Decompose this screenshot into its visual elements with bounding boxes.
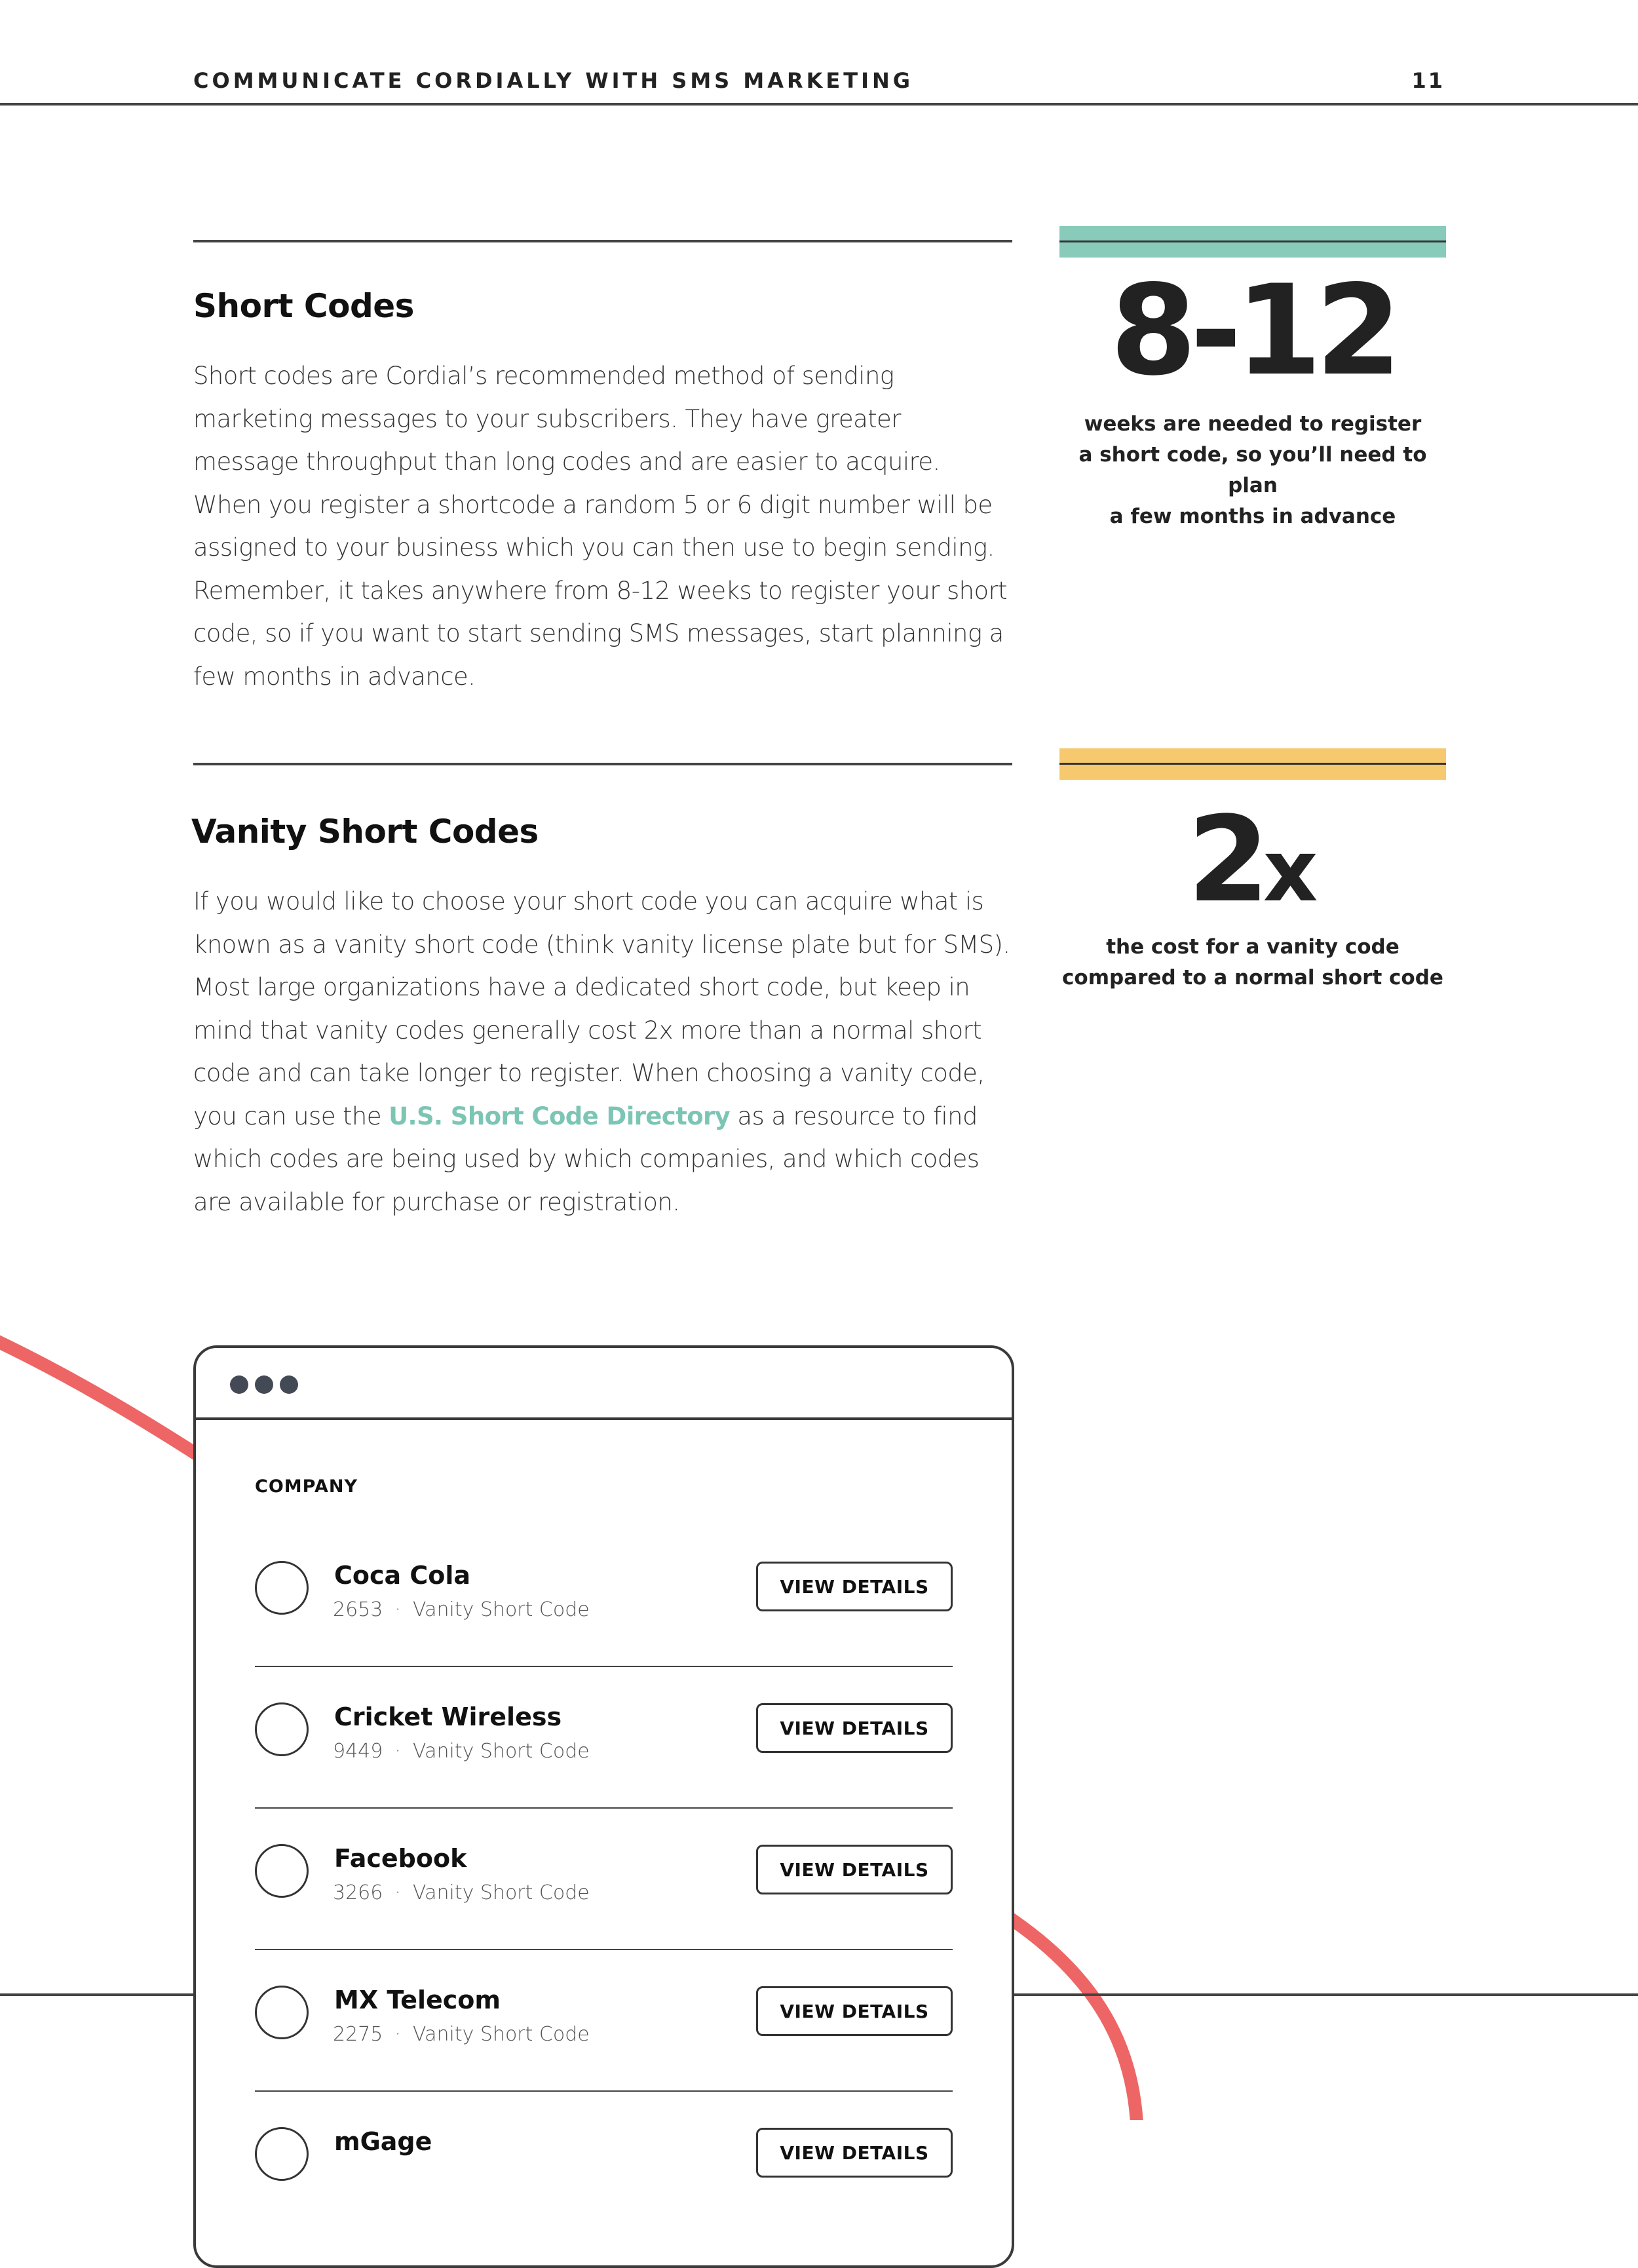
view-details-button[interactable]: VIEW DETAILS xyxy=(756,1562,953,1611)
section-heading-label: Vanity Short Codes xyxy=(191,813,539,851)
stat-value-number: 2 xyxy=(1187,792,1263,929)
browser-window xyxy=(193,1345,1014,2268)
company-name: Cricket Wireless xyxy=(334,1702,562,1731)
short-code-directory-link[interactable]: U.S. Short Code Directory xyxy=(389,1102,731,1130)
company-logo-placeholder xyxy=(255,1561,309,1615)
company-logo-placeholder xyxy=(255,1986,309,2039)
company-name: Coca Cola xyxy=(334,1561,471,1590)
paragraph-text: If you would like to choose your short code you can acquire what is known as a vanity short code (think vanity license plate but for SMS). Most large organizations have a dedicated short code, but keep in mind that vanity codes generally cost 2x more than a normal short code and can take longer to register. When choosing a vanity code, you can use the xyxy=(193,887,1010,1130)
section-heading-vanity-short-codes xyxy=(191,813,539,851)
short-code-type: Vanity Short Code xyxy=(412,2023,590,2046)
short-code-number: 2275 xyxy=(333,2023,383,2046)
list-item xyxy=(255,1526,953,1667)
company-meta xyxy=(333,1598,590,1621)
section-rule xyxy=(193,763,1012,765)
company-name: MX Telecom xyxy=(334,1986,501,2014)
stat-caption-cost: the cost for a vanity code compared to a normal short code xyxy=(1062,935,1443,990)
list-item xyxy=(255,1950,953,2092)
view-details-button[interactable]: VIEW DETAILS xyxy=(756,2128,953,2178)
company-meta xyxy=(333,1740,590,1763)
short-codes-paragraph: Short codes are Cordial’s recommended method of sending marketing messages to your subscribers. They have greater message throughput than long codes and are easier to acquire. When you register a shortcode a random 5 or 6 digit number will be assigned to your business which you can then use to begin sending. Remember, it takes anywhere from 8-12 weeks to register your short code, so if you want to start sending SMS messages, start planning a few months in advance. xyxy=(193,362,1008,691)
window-dot-icon xyxy=(255,1375,273,1394)
short-code-number: 2653 xyxy=(333,1598,383,1621)
running-title: COMMUNICATE CORDIALLY WITH SMS MARKETING xyxy=(193,68,914,93)
short-code-type: Vanity Short Code xyxy=(412,1740,590,1763)
section-rule xyxy=(193,240,1012,242)
meta-separator: · xyxy=(394,1881,401,1904)
company-name: mGage xyxy=(334,2127,432,2156)
short-code-type: Vanity Short Code xyxy=(412,1598,590,1621)
paragraph-text: as a resource to find which codes are being used by which companies, and which codes are available for purchase or registration. xyxy=(193,1102,980,1216)
page-number: 11 xyxy=(1411,68,1445,93)
company-logo-placeholder xyxy=(255,1702,309,1756)
column-header-company: COMPANY xyxy=(255,1476,358,1497)
company-logo-placeholder xyxy=(255,1844,309,1898)
list-item xyxy=(255,1809,953,1950)
list-item xyxy=(255,1667,953,1809)
company-name: Facebook xyxy=(334,1844,467,1873)
footer-rule-right xyxy=(1009,1993,1638,1996)
section-heading-short-codes: Short Codes xyxy=(193,287,414,325)
view-details-button[interactable]: VIEW DETAILS xyxy=(756,1986,953,2036)
company-logo-placeholder xyxy=(255,2127,309,2181)
stat-accent-bar-teal xyxy=(1059,226,1446,258)
stat-value-weeks: 8-12 xyxy=(1110,258,1396,403)
footer-rule-left xyxy=(0,1993,197,1996)
view-details-button[interactable]: VIEW DETAILS xyxy=(756,1845,953,1894)
header-rule xyxy=(0,103,1638,106)
browser-title-bar xyxy=(196,1348,1012,1420)
company-meta xyxy=(333,2023,590,2046)
vanity-codes-paragraph xyxy=(193,880,1012,1223)
meta-separator: · xyxy=(394,1598,401,1621)
stat-accent-bar-yellow xyxy=(1059,748,1446,780)
short-code-number: 9449 xyxy=(333,1740,383,1763)
window-dot-icon xyxy=(230,1375,248,1394)
stat-value-suffix: x xyxy=(1263,821,1318,921)
window-dot-icon xyxy=(280,1375,298,1394)
company-meta xyxy=(333,1881,590,1904)
view-details-button[interactable]: VIEW DETAILS xyxy=(756,1703,953,1753)
short-code-number: 3266 xyxy=(333,1881,383,1904)
meta-separator: · xyxy=(394,2023,401,2046)
stat-caption-weeks: weeks are needed to register a short code, so you’ll need to plan a few months in advance xyxy=(1078,412,1427,528)
short-code-type: Vanity Short Code xyxy=(412,1881,590,1904)
list-item xyxy=(255,2092,953,2233)
meta-separator: · xyxy=(394,1740,401,1763)
